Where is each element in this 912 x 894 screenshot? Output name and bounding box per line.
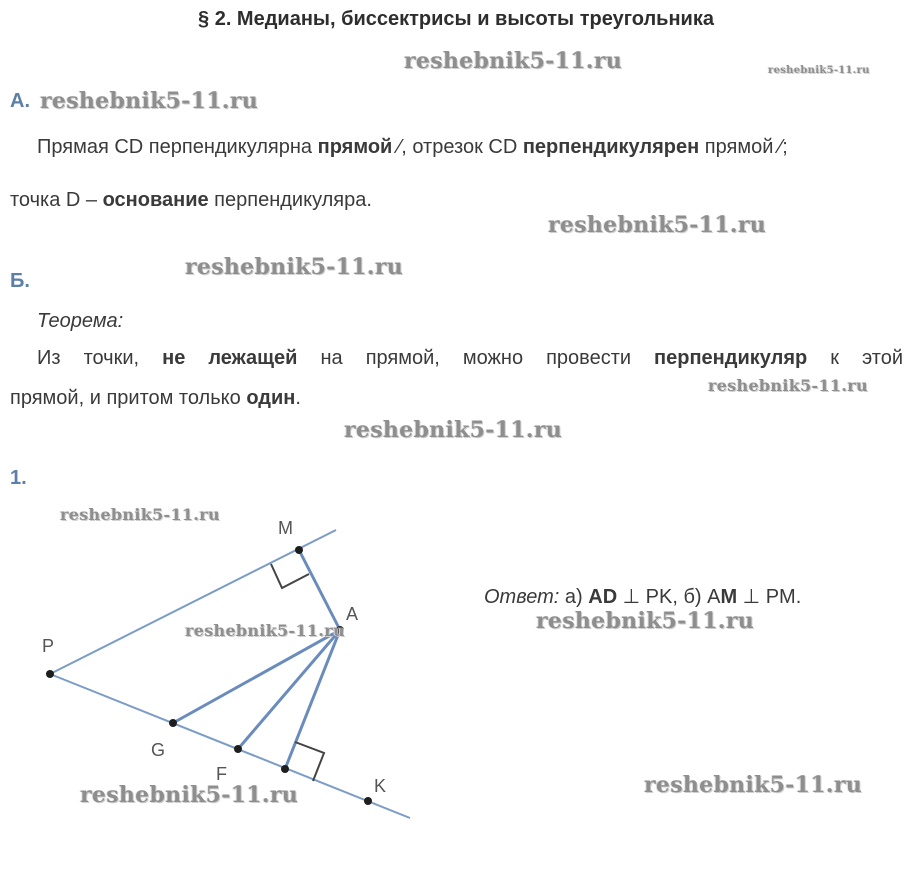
- point-d: [281, 765, 289, 773]
- label-g: G: [151, 740, 166, 760]
- right-angle-mark-d: [295, 742, 324, 781]
- watermark: reshebnik5-11.ru: [185, 621, 345, 640]
- segment-af: [238, 630, 340, 749]
- segment-ag: [173, 630, 340, 723]
- text-fragment: ⊥ PM.: [737, 586, 802, 608]
- point-p: [46, 670, 54, 678]
- label-p: P: [42, 636, 55, 656]
- section-a-label: А.: [10, 90, 30, 112]
- text-fragment: прямой ⁄;: [699, 136, 788, 158]
- bold-term: основание: [102, 189, 209, 211]
- text-fragment: прямой, и притом только: [10, 387, 247, 409]
- watermark: reshebnik5-11.ru: [404, 48, 623, 74]
- watermark: reshebnik5-11.ru: [185, 254, 404, 280]
- watermark: reshebnik5-11.ru: [80, 782, 299, 808]
- text-fragment: ⁄, отрезок CD: [392, 136, 523, 158]
- watermark: reshebnik5-11.ru: [768, 65, 870, 76]
- watermark: reshebnik5-11.ru: [548, 212, 767, 238]
- text-fragment: к этой: [807, 347, 903, 369]
- bold-term: не лежащей: [162, 347, 298, 369]
- bold-term: AD: [588, 586, 618, 608]
- bold-term: перпендикуляр: [654, 347, 808, 369]
- text-fragment: Прямая CD перпендикулярна: [37, 136, 318, 158]
- bold-term: прямой: [317, 136, 393, 158]
- point-m: [295, 546, 303, 554]
- segment-am: [299, 550, 340, 630]
- answer: [484, 584, 801, 609]
- bold-term: перпендикулярен: [522, 136, 700, 158]
- label-k: K: [374, 776, 387, 796]
- label-m: M: [278, 518, 293, 538]
- right-angle-mark-m: [271, 564, 309, 588]
- watermark: reshebnik5-11.ru: [344, 417, 563, 443]
- text-fragment: .: [295, 387, 301, 409]
- label-a: A: [346, 604, 359, 624]
- watermark: reshebnik5-11.ru: [644, 772, 863, 798]
- watermark: reshebnik5-11.ru: [40, 88, 259, 114]
- line-pm: [50, 530, 336, 674]
- point-f: [234, 745, 242, 753]
- text-fragment: ⊥ PK, б) A: [617, 586, 721, 608]
- section-b-label: Б.: [10, 270, 30, 292]
- text-fragment: перпендикуляра.: [208, 189, 372, 211]
- text-fragment: Из точки,: [37, 347, 163, 369]
- bold-term: M: [720, 586, 738, 608]
- watermark: reshebnik5-11.ru: [536, 608, 755, 634]
- label-f: F: [216, 764, 227, 784]
- text-fragment: точка D –: [10, 189, 103, 211]
- page-title: § 2. Медианы, биссектрисы и высоты треугольника: [198, 8, 714, 30]
- exercise-1-label: 1.: [10, 467, 27, 489]
- text-fragment: а): [559, 586, 589, 608]
- point-k: [364, 797, 372, 805]
- bold-term: один: [246, 387, 296, 409]
- theorem-label: Теорема:: [37, 310, 124, 332]
- answer-label: Ответ:: [484, 586, 560, 608]
- watermark: reshebnik5-11.ru: [60, 505, 220, 524]
- text-fragment: на прямой, можно провести: [297, 347, 655, 369]
- point-g: [169, 719, 177, 727]
- watermark: reshebnik5-11.ru: [708, 376, 868, 395]
